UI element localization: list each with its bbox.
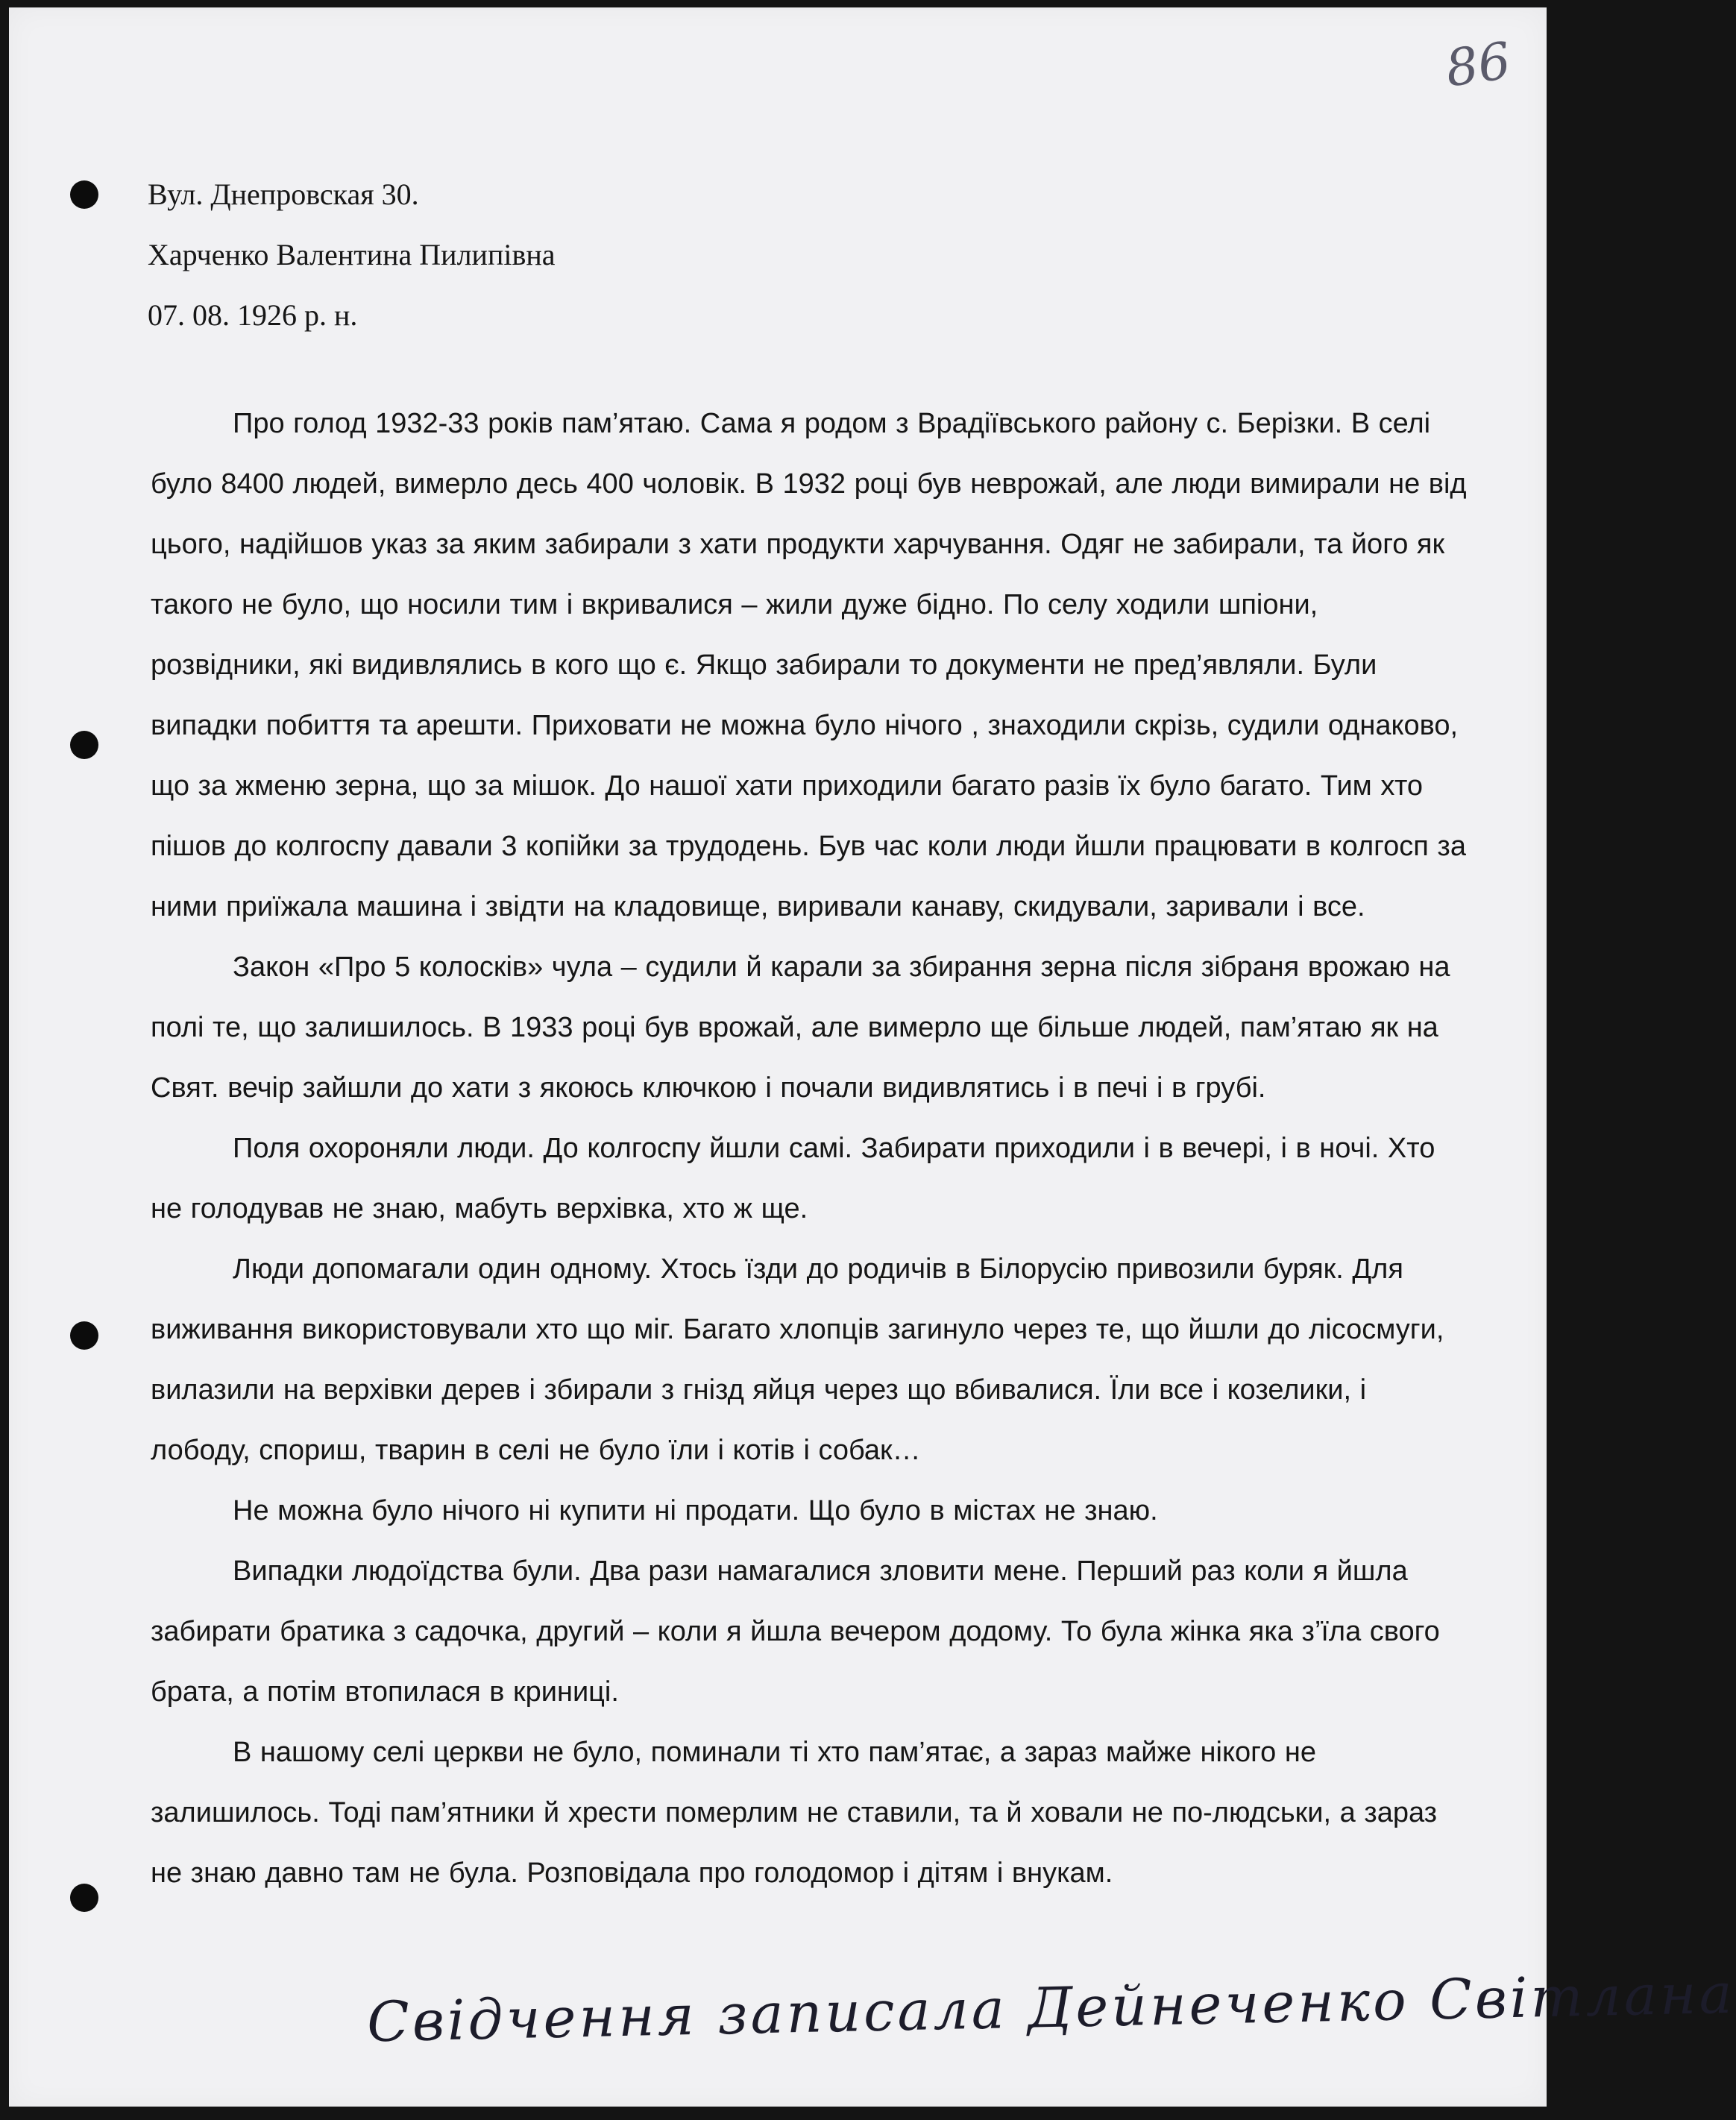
paragraph: Не можна було нічого ні купити ні продати. Що було в містах не знаю. — [233, 1495, 1158, 1526]
punch-hole — [70, 1321, 98, 1350]
paragraph: В нашому селі церкви не було, поминали ті хто пам’ятає, а зараз майже нікого не залишилось. Тоді пам’ятники й хрести померлим не ставили, та й ховали не по-людськи, а зараз не знаю давно там не була. Розповідала про голодомор і дітям і внукам. — [151, 1737, 1438, 1889]
punch-hole — [70, 731, 98, 759]
document-header — [148, 164, 556, 345]
punch-hole — [70, 180, 98, 209]
birth-date-line: 07. 08. 1926 р. н. — [148, 298, 358, 332]
handwritten-signature: Свідчення записала Дейнеченко Світлана — [366, 1961, 1736, 2055]
punch-hole — [70, 1884, 98, 1912]
paragraph: Люди допомагали один одному. Хтось їзди до родичів в Білорусію привозили буряк. Для виживання використовували хто що міг. Багато хлопців загинуло через те, що йшли до лісосмуги, вилазили на верхівки дерев і збирали з гнізд яйця через що вбивалися. Їли все і козелики, і лободу, спориш, тварин в селі не було їли і котів і собак… — [151, 1254, 1444, 1466]
address-line: Вул. Днепровская 30. — [148, 177, 419, 211]
paragraph: Закон «Про 5 колосків» чула – судили й карали за збирання зерна після зібраня врожаю на полі те, що залишилось. В 1933 році був врожай, але вимерло ще більше людей, пам’ятаю як на Свят. вечір зайшли до хати з якоюсь ключкою і почали видивлятись і в печі і в грубі. — [151, 952, 1450, 1104]
testimony-body — [151, 394, 1471, 1904]
paragraph: Випадки людоїдства були. Два рази намагалися зловити мене. Перший раз коли я йшла забирати братика з садочка, другий – коли я йшла вечером додому. То була жінка яка з’їла свого брата, а потім втопилася в криниці. — [151, 1556, 1440, 1708]
page-number: 86 — [1442, 31, 1515, 99]
document-page — [9, 7, 1736, 2107]
name-line: Харченко Валентина Пилипівна — [148, 238, 556, 271]
paragraph: Поля охороняли люди. До колгоспу йшли самі. Забирати приходили і в вечері, і в ночі. Хто не голодував не знаю, мабуть верхівка, хто ж ще. — [151, 1133, 1435, 1224]
paragraph: Про голод 1932-33 років пам’ятаю. Сама я родом з Врадіївського району с. Берізки. В селі було 8400 людей, вимерло десь 400 чоловік. В 1932 році був неврожай, але люди вимирали не від цього, надійшов указ за яким забирали з хати продукти харчування. Одяг не забирали, та його як такого не було, що носили тим і вкривалися – жили дуже бідно. По селу ходили шпіони, розвідники, які видивлялись в кого що є. Якщо забирали то документи не пред’являли. Були випадки побиття та арешти. Приховати не можна було нічого , знаходили скрізь, судили однаково, що за жменю зерна, що за мішок. До нашої хати приходили багато разів їх було багато. Тим хто пішов до колгоспу давали 3 копійки за трудодень. Був час коли люди йшли працювати в колгосп за ними приїжала машина і звідти на кладовище, виривали канаву, скидували, заривали і все. — [151, 408, 1467, 922]
